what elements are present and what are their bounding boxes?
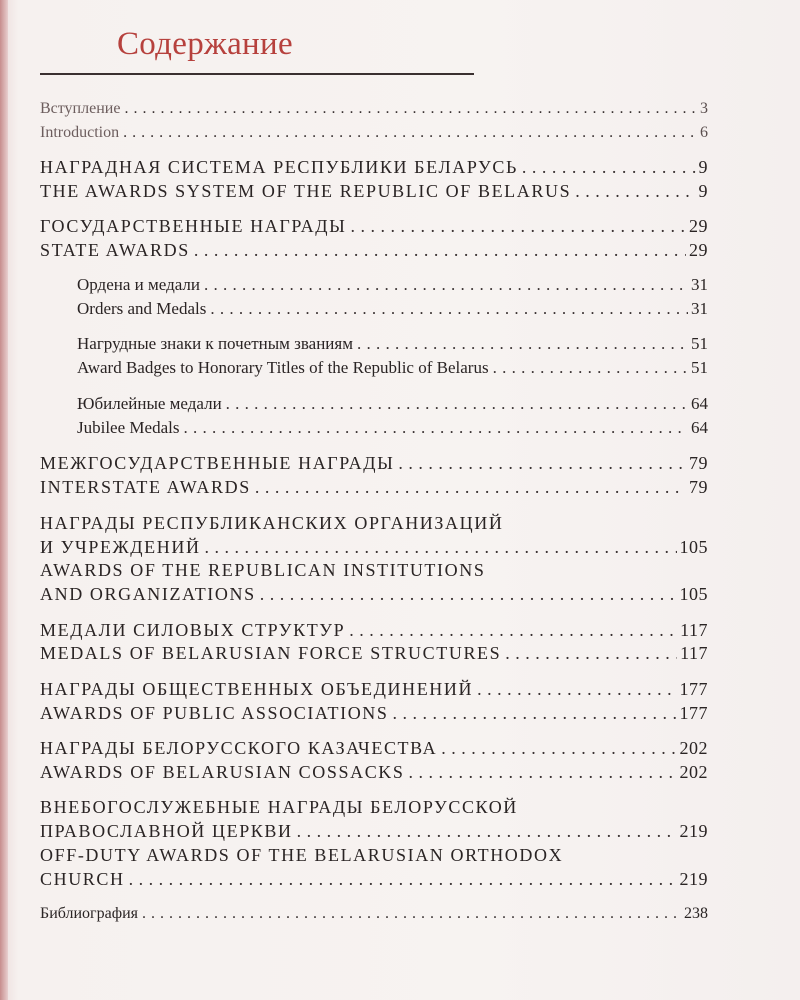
- toc-entry-system-en[interactable]: [40, 179, 708, 203]
- toc-page-number: 51: [691, 334, 708, 353]
- toc-entry-cossacks-en[interactable]: [40, 760, 708, 784]
- toc-label: НАГРАДНАЯ СИСТЕМА РЕСПУБЛИКИ БЕЛАРУСЬ: [40, 157, 518, 177]
- toc-entry-republican-en[interactable]: [40, 582, 708, 606]
- toc-label: ПРАВОСЛАВНОЙ ЦЕРКВИ: [40, 821, 293, 841]
- toc-page-number: 9: [698, 181, 708, 201]
- toc-entry-interstate-ru[interactable]: [40, 451, 708, 475]
- dot-leader: [205, 535, 677, 559]
- toc-entry-state-en[interactable]: [40, 238, 708, 262]
- toc-page-number: 117: [680, 620, 708, 640]
- toc-page-number: 238: [684, 905, 708, 922]
- toc-page-number: 31: [691, 299, 708, 318]
- toc-page-number: 9: [698, 157, 708, 177]
- dot-leader: [357, 332, 688, 356]
- dot-leader: [194, 238, 686, 262]
- dot-leader: [493, 356, 688, 380]
- toc-label: Orders and Medals: [77, 299, 207, 318]
- dot-leader: [398, 451, 686, 475]
- toc-label: Award Badges to Honorary Titles of the Republic of Belarus: [77, 358, 489, 377]
- toc-label: МЕЖГОСУДАРСТВЕННЫЕ НАГРАДЫ: [40, 453, 395, 473]
- dot-leader: [129, 867, 677, 891]
- toc-entry-force-en[interactable]: [40, 641, 708, 665]
- toc-entry-church-en[interactable]: [40, 867, 708, 891]
- dot-leader: [183, 416, 688, 440]
- toc-page-number: 51: [691, 358, 708, 377]
- dot-leader: [210, 297, 688, 321]
- toc-entry-badges-ru[interactable]: [77, 332, 708, 356]
- toc-label: STATE AWARDS: [40, 240, 190, 260]
- toc-entry-church-en-line1[interactable]: OFF-DUTY AWARDS OF THE BELARUSIAN ORTHODOX: [40, 845, 564, 865]
- toc-page-number: 79: [689, 453, 708, 473]
- dot-leader: [349, 618, 677, 642]
- toc-label: НАГРАДЫ ОБЩЕСТВЕННЫХ ОБЪЕДИНЕНИЙ: [40, 679, 474, 699]
- toc-page-number: 117: [680, 643, 708, 663]
- toc-label: AND ORGANIZATIONS: [40, 584, 256, 604]
- toc-label: INTERSTATE AWARDS: [40, 477, 251, 497]
- toc-entry-interstate-en[interactable]: [40, 475, 708, 499]
- toc-page-number: 64: [691, 394, 708, 413]
- title-underline: [40, 73, 474, 75]
- toc-page-number: 6: [700, 124, 708, 141]
- toc-label: Библиография: [40, 905, 138, 922]
- toc-label: Юбилейные медали: [77, 394, 222, 413]
- toc-entry-republican-en-line1[interactable]: AWARDS OF THE REPUBLICAN INSTITUTIONS: [40, 560, 486, 580]
- toc-entry-intro-en[interactable]: [40, 121, 708, 145]
- toc-entry-force-ru[interactable]: [40, 618, 708, 642]
- dot-leader: [255, 475, 686, 499]
- toc-page-number: 105: [679, 537, 708, 557]
- dot-leader: [393, 701, 677, 725]
- dot-leader: [350, 214, 686, 238]
- toc-label: И УЧРЕЖДЕНИЙ: [40, 537, 201, 557]
- toc-label: Ордена и медали: [77, 275, 200, 294]
- toc-page-number: 29: [689, 216, 708, 236]
- toc-entry-cossacks-ru[interactable]: [40, 736, 708, 760]
- toc-label: CHURCH: [40, 869, 125, 889]
- toc-label: Нагрудные знаки к почетным званиям: [77, 334, 353, 353]
- toc-page-number: 177: [679, 703, 708, 723]
- page-spine-edge: [0, 0, 8, 1000]
- toc-entry-public-en[interactable]: [40, 701, 708, 725]
- toc-entry-republican-ru[interactable]: [40, 535, 708, 559]
- toc-page-number: 202: [679, 762, 708, 782]
- toc-entry-badges-en[interactable]: [77, 356, 708, 380]
- toc-page-number: 105: [679, 584, 708, 604]
- dot-leader: [522, 155, 696, 179]
- dot-leader: [297, 819, 677, 843]
- dot-leader: [204, 273, 688, 297]
- toc-entry-jubilee-en[interactable]: [77, 416, 708, 440]
- toc-entry-intro-ru[interactable]: [40, 97, 708, 121]
- dot-leader: [575, 179, 695, 203]
- toc-entry-system-ru[interactable]: [40, 155, 708, 179]
- toc-entry-church-ru[interactable]: [40, 819, 708, 843]
- toc-entry-church-ru-line1[interactable]: ВНЕБОГОСЛУЖЕБНЫЕ НАГРАДЫ БЕЛОРУССКОЙ: [40, 797, 518, 817]
- toc-page-number: 219: [679, 821, 708, 841]
- dot-leader: [505, 641, 677, 665]
- toc-entry-orders-en[interactable]: [77, 297, 708, 321]
- toc-label: Вступление: [40, 100, 121, 117]
- toc-page-number: 202: [679, 738, 708, 758]
- dot-leader: [142, 902, 681, 926]
- toc-label: THE AWARDS SYSTEM OF THE REPUBLIC OF BELARUS: [40, 181, 572, 201]
- toc-label: AWARDS OF PUBLIC ASSOCIATIONS: [40, 703, 389, 723]
- toc-page-number: 3: [700, 100, 708, 117]
- toc-entry-jubilee-ru[interactable]: [77, 392, 708, 416]
- dot-leader: [260, 582, 677, 606]
- toc-page-number: 29: [689, 240, 708, 260]
- toc-page-number: 64: [691, 418, 708, 437]
- toc-page-number: 219: [679, 869, 708, 889]
- toc-entry-bibliography[interactable]: [40, 902, 708, 926]
- toc-label: Jubilee Medals: [77, 418, 180, 437]
- dot-leader: [124, 97, 697, 121]
- toc-entry-state-ru[interactable]: [40, 214, 708, 238]
- dot-leader: [441, 736, 676, 760]
- toc-page-number: 79: [689, 477, 708, 497]
- toc-page-number: 177: [679, 679, 708, 699]
- dot-leader: [123, 121, 697, 145]
- toc-label: МЕДАЛИ СИЛОВЫХ СТРУКТУР: [40, 620, 346, 640]
- dot-leader: [226, 392, 688, 416]
- dot-leader: [477, 677, 676, 701]
- page-title: Содержание: [117, 26, 293, 62]
- toc-label: Introduction: [40, 124, 120, 141]
- toc-label: НАГРАДЫ БЕЛОРУССКОГО КАЗАЧЕСТВА: [40, 738, 438, 758]
- toc-entry-orders-ru[interactable]: [77, 273, 708, 297]
- toc-label: MEDALS OF BELARUSIAN FORCE STRUCTURES: [40, 643, 502, 663]
- toc-entry-republican-ru-line1[interactable]: НАГРАДЫ РЕСПУБЛИКАНСКИХ ОРГАНИЗАЦИЙ: [40, 513, 504, 533]
- toc-entry-public-ru[interactable]: [40, 677, 708, 701]
- toc-label: AWARDS OF BELARUSIAN COSSACKS: [40, 762, 405, 782]
- toc-page-number: 31: [691, 275, 708, 294]
- dot-leader: [409, 760, 677, 784]
- toc-label: ГОСУДАРСТВЕННЫЕ НАГРАДЫ: [40, 216, 347, 236]
